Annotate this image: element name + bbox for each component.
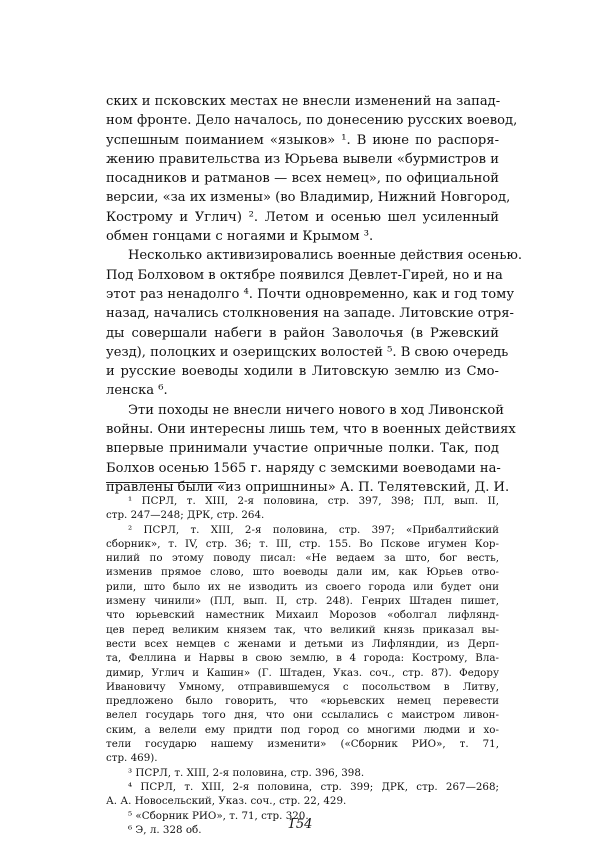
text-line: Эти походы не внесли ничего нового в ход Ливонской	[128, 402, 505, 418]
footnote-line: ⁴ ПСРЛ, т. XIII, 2-я половина, стр. 399; ДРК, стр. 267—268;	[128, 780, 499, 793]
text-line: и русские воеводы ходили в Литовскую землю из Смо-	[106, 364, 499, 380]
footnote-line: стр. 469).	[106, 752, 158, 765]
footnote-line: Ивановичу Умному, отправившемуся с посольством в Литву,	[106, 680, 499, 693]
text-line: посадников и ратманов — всех немец», по официальной	[106, 171, 499, 187]
text-line: ских и псковских местах не внесли изменений на запад-	[106, 94, 501, 109]
footnote-line: сборник», т. IV, стр. 36; т. III, стр. 155. Во Пскове игумен Кор-	[106, 537, 499, 550]
footnote-line: ⁵ «Сборник РИО», т. 71, стр. 320.	[128, 809, 309, 822]
footnote-line: тели государю нашему изменити» («Сборник РИО», т. 71,	[106, 738, 499, 751]
text-line: правлены были «из опришнины» А. П. Телятевский, Д. И.	[106, 479, 510, 495]
footnote-line: А. А. Новосельский, Указ. соч., стр. 22, 429.	[106, 795, 347, 808]
footnote-line: димир, Углич и Кашин» (Г. Штаден, Указ. соч., стр. 87). Федору	[106, 666, 499, 679]
text-line: уезд), полоцких и озерищских волостей ⁵. В свою очередь	[106, 344, 509, 360]
text-line: этот раз ненадолго ⁴. Почти одновременно, как и год тому	[106, 286, 515, 302]
footnote-line: стр. 247—248; ДРК, стр. 264.	[106, 509, 265, 522]
text-line: назад, начались столкновения на западе. Литовские отря-	[106, 306, 514, 322]
footnote-line: та, Феллина и Нарвы в свою землю, в 4 города: Кострому, Вла-	[106, 652, 499, 665]
text-line: впервые принимали участие опричные полки. Так, под	[106, 441, 499, 457]
text-line: Болхов осенью 1565 г. наряду с земскими воеводами на-	[106, 460, 501, 476]
footnote-line: цев перед великим князем так, что великий князь приказал вы-	[106, 623, 499, 636]
text-line: обмен гонцами с ногаями и Крымом ³.	[106, 229, 374, 245]
text-line: ды совершали набеги в район Заволочья (в Ржевский	[106, 325, 499, 341]
footnote-line: измену чинили» (ПЛ, вып. II, стр. 248). Генрих Штаден пишет,	[106, 595, 499, 608]
text-line: Под Болховом в октябре появился Девлет-Гирей, но и на	[106, 267, 503, 283]
text-line: войны. Они интересны лишь тем, что в военных действиях	[106, 422, 516, 438]
text-line: ном фронте. Дело началось, по донесению русских воевод,	[106, 113, 518, 129]
footnote-line: ³ ПСРЛ, т. XIII, 2-я половина, стр. 396, 398.	[128, 766, 365, 779]
text-line: Кострому и Углич) ². Летом и осенью шел усиленный	[106, 209, 499, 225]
footnote-line: вести всех немцев с женами и детьми из Лифляндии, из Дерп-	[106, 637, 499, 650]
footnote-line: изменив прямое слово, што воеводы дали им, как Юрьев отво-	[106, 566, 499, 579]
footnote-line: ¹ ПСРЛ, т. XIII, 2-я половина, стр. 397, 398; ПЛ, вып. II,	[128, 495, 499, 507]
footnote-separator	[106, 482, 226, 483]
main-text	[106, 92, 523, 497]
footnote-line: предложено было говорить, что «юрьевских немец перевести	[106, 695, 499, 708]
footnote-line: ским, а велели ему придти под город со многими людми и хо-	[106, 723, 499, 736]
footnote-line: ² ПСРЛ, т. XIII, 2-я половина, стр. 397; «Прибалтийский	[128, 523, 499, 536]
text-line: ленска ⁶.	[106, 383, 168, 399]
footnote-line: что юрьевский наместник Михаил Морозов «оболгал лифлянд-	[106, 609, 499, 622]
page-number: 154	[287, 817, 313, 832]
footnote-line: рили, што было их не изводить из своего города или будет они	[106, 580, 499, 593]
footnote-line: велел государь того дня, что они ссылались с маистром ливон-	[106, 709, 499, 722]
text-line: жению правительства из Юрьева вывели «бурмистров и	[106, 151, 499, 167]
footnote-line: нилий по этому поводу писал: «Не ведаем за што, бог весть,	[106, 552, 499, 565]
text-line: версии, «за их измены» (во Владимир, Нижний Новгород,	[106, 190, 511, 206]
footnote-line: ⁶ Э, л. 328 об.	[128, 823, 202, 836]
text-line: Несколько активизировались военные действия осенью.	[128, 248, 523, 264]
footnotes	[106, 494, 499, 837]
text-line: успешным поиманием «языков» ¹. В июне по распоря-	[106, 132, 499, 148]
